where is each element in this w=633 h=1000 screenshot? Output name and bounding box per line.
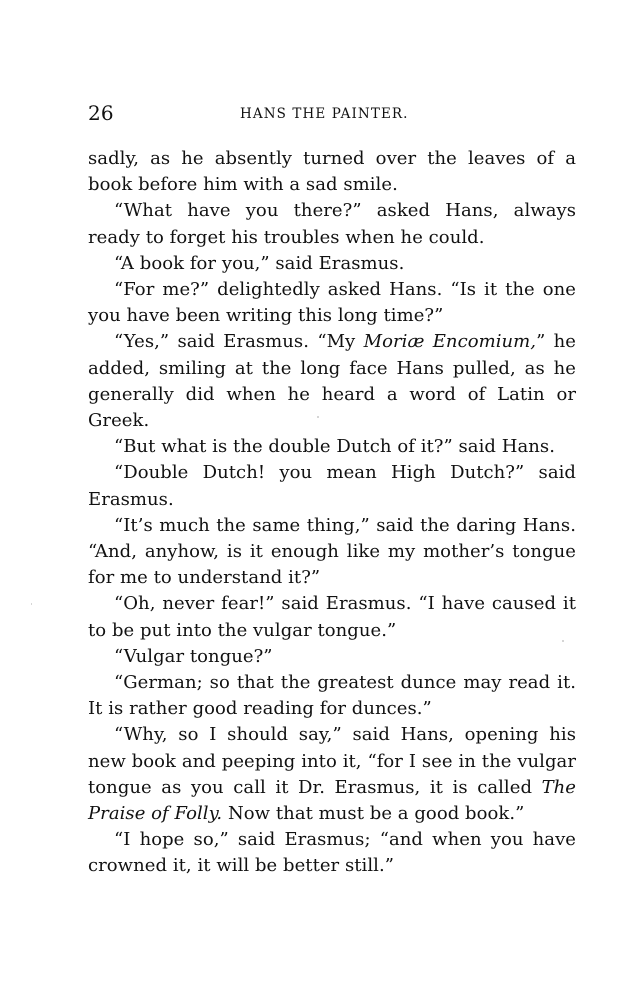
paragraph-text: “I hope so,” said Erasmus; “and when you have crowned it, it will be better still.” — [88, 829, 576, 877]
italic-title: Moriæ Encomium, — [363, 331, 537, 353]
paragraph — [88, 198, 576, 250]
paragraph-text: sadly, as he absently turned over the leaves of a book before him with a sad smile. — [88, 148, 576, 196]
paragraph — [88, 329, 576, 434]
paragraph — [88, 251, 576, 277]
paragraph-text: ” he added, smiling at the long face Hans pulled, as he generally did when he heard a word of Latin or Greek. — [88, 331, 576, 432]
running-head — [88, 101, 578, 129]
paragraph-text: “What have you there?” asked Hans, always ready to forget his troubles when he could. — [88, 200, 576, 248]
paper-speck — [31, 603, 32, 605]
paragraph-text: “It’s much the same thing,” said the daring Hans. “And, anyhow, is it enough like my mother’s tongue for me to understand it?” — [88, 514, 576, 589]
page-number: 26 — [88, 101, 114, 125]
paragraph-text: “Yes,” said Erasmus. “My — [114, 331, 364, 353]
paragraph-text: “Double Dutch! you mean High Dutch?” said Erasmus. — [88, 462, 576, 510]
paragraph-text: “German; so that the greatest dunce may read it. It is rather good reading for dunces.” — [88, 672, 576, 720]
paragraph — [88, 460, 576, 512]
paragraph — [88, 827, 576, 879]
paragraph-text: “Why, so I should say,” said Hans, opening his new book and peeping into it, “for I see in the vulgar tongue as you call it Dr. Erasmus, it is called — [88, 724, 576, 798]
paragraph — [88, 591, 576, 643]
paragraph-text: Now that must be a good book.” — [222, 803, 525, 825]
body-text — [88, 146, 576, 880]
paragraph-text: “But what is the double Dutch of it?” said Hans. — [114, 436, 555, 458]
paragraph — [88, 670, 576, 722]
paragraph — [88, 146, 576, 198]
paragraph — [88, 513, 576, 592]
paragraph-text: “A book for you,” said Erasmus. — [114, 252, 405, 274]
paragraph — [88, 434, 576, 460]
paragraph — [88, 644, 576, 670]
paragraph — [88, 722, 576, 827]
paragraph-text: “Vulgar tongue?” — [114, 645, 273, 667]
italic-title: The Praise of Folly. — [88, 776, 576, 825]
paragraph-text: “For me?” delightedly asked Hans. “Is it the one you have been writing this long time?” — [88, 279, 576, 327]
paragraph — [88, 277, 576, 329]
paragraph-text: “Oh, never fear!” said Erasmus. “I have caused it to be put into the vulgar tongue.” — [88, 593, 576, 641]
running-title: HANS THE PAINTER. — [240, 106, 409, 122]
